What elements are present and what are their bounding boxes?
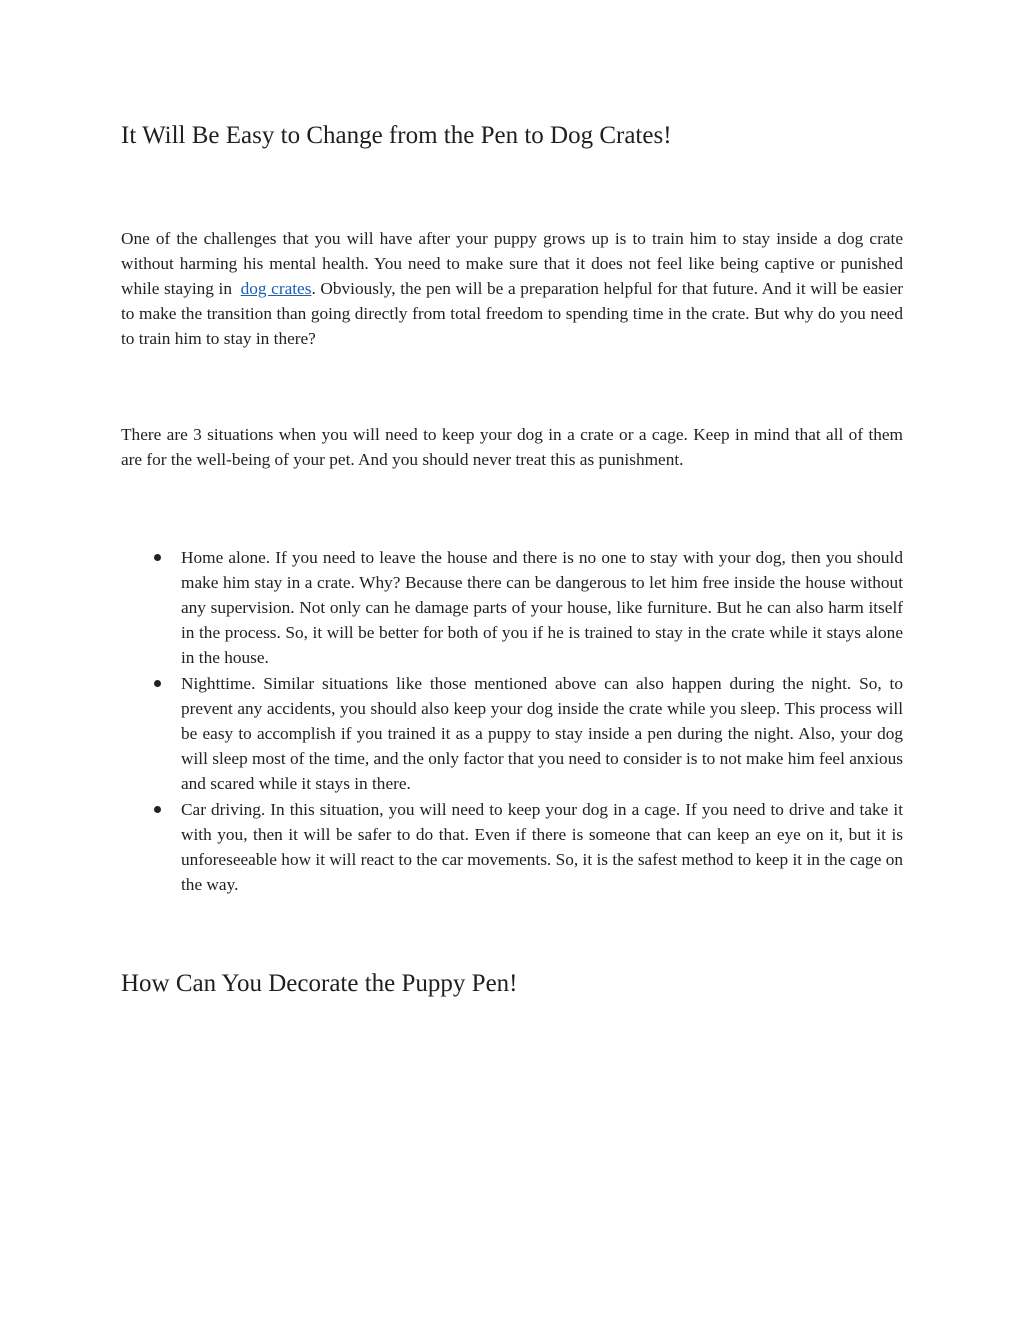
intro-text-before-link: One of the challenges that you will have after your puppy grows up is to train him to stay inside a dog crate without harming his mental health. You need to make sure that it does not feel like being captive or punished while staying in bbox=[121, 229, 903, 298]
list-item-text: Home alone. If you need to leave the house and there is no one to stay with your dog, then you should make him stay in a crate. Why? Because there can be dangerous to let him free inside the house without any supervision. Not only can he damage parts of your house, like furniture. But he can also harm itself in the process. So, it will be better for both of you if he is trained to stay in the crate while it stays alone in the house. bbox=[181, 548, 903, 667]
dog-crates-link[interactable]: dog crates bbox=[240, 279, 312, 298]
situations-list bbox=[0, 545, 1024, 898]
bullet-icon bbox=[154, 806, 161, 813]
bullet-icon bbox=[154, 680, 161, 687]
list-item-text: Nighttime. Similar situations like those mentioned above can also happen during the night. So, to prevent any accidents, you should also keep your dog inside the crate while you sleep. This process will be easy to accomplish if you trained it as a puppy to stay inside a pen during the night. Also, your dog will sleep most of the time, and the only factor that you need to consider is to not make him feel anxious and scared while it stays in there. bbox=[181, 674, 903, 793]
section-heading-decorate-pen: How Can You Decorate the Puppy Pen! bbox=[121, 970, 518, 997]
list-item bbox=[0, 671, 903, 796]
intro-paragraph bbox=[121, 226, 903, 351]
intro-text-after-link: . Obviously, the pen will be a preparation helpful for that future. And it will be easier to make the transition than going directly from total freedom to spending time in the crate. But why do you need to train him to stay in there? bbox=[121, 279, 904, 348]
situations-paragraph: There are 3 situations when you will need to keep your dog in a crate or a cage. Keep in mind that all of them are for the well-being of your pet. And you should never treat this as punishment. bbox=[121, 425, 903, 469]
list-item bbox=[0, 545, 903, 670]
list-item-text: Car driving. In this situation, you will need to keep your dog in a cage. If you need to drive and take it with you, then it will be safer to do that. Even if there is someone that can keep an eye on it, but it is unforeseeable how it will react to the car movements. So, it is the safest method to keep it in the cage on the way. bbox=[181, 800, 903, 894]
list-item bbox=[0, 797, 903, 897]
bullet-icon bbox=[154, 554, 161, 561]
section-heading-pen-to-crates: It Will Be Easy to Change from the Pen to Dog Crates! bbox=[121, 122, 672, 149]
